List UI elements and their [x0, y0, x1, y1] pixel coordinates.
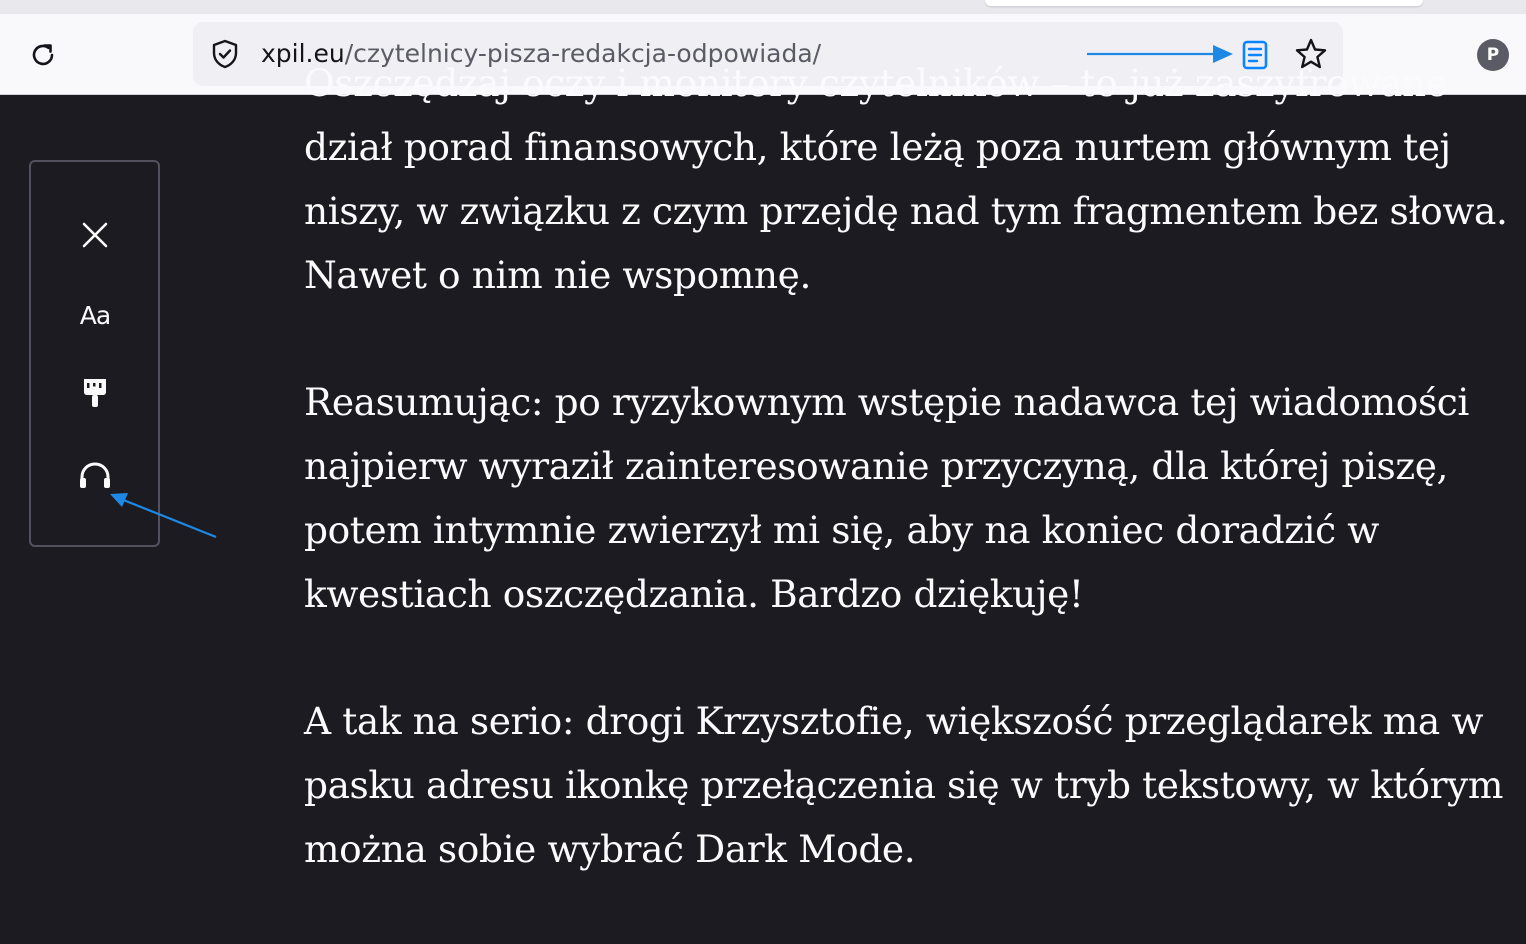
article-paragraph: Reasumując: po ryzykownym wstępie nadawca tej wiadomości najpierw wyraził zainteresowanie przyczyną, dla której piszę, potem intymnie zwierzył mi się, aby na koniec doradzić w kwestiach oszczędzania. Bardzo dziękuję! [304, 380, 1469, 616]
annotation-arrow-icon [106, 487, 221, 542]
reload-icon [27, 39, 59, 71]
selected-tab-edge[interactable] [985, 0, 1423, 6]
article-paragraph: A tak na serio: drogi Krzysztofie, większość przeglądarek ma w pasku adresu ikonkę przełączenia się w tryb tekstowy, w którym można sobie wybrać Dark Mode. [304, 699, 1504, 871]
url-domain: xpil.eu [261, 39, 345, 68]
headphones-icon [78, 460, 112, 490]
reload-button[interactable] [22, 34, 64, 76]
paintbrush-icon [80, 376, 110, 410]
theme-button[interactable] [64, 362, 126, 424]
type-controls-label: Aa [79, 300, 111, 330]
article-body [304, 51, 1519, 944]
close-icon [80, 220, 110, 250]
type-controls-button[interactable] [64, 284, 126, 346]
shield-icon[interactable] [209, 38, 241, 70]
article-paragraph: Oszczędzaj oczy i monitory czytelników – to już zaszyfrowane dział porad finansowych, które leżą poza nurtem głównym tej niszy, w związku z czym przejdę nad tym fragmentem bez słowa. Nawet o nim nie wspomnę. [304, 61, 1508, 297]
close-reader-button[interactable] [64, 204, 126, 266]
url-path: /czytelnicy-pisza-redakcja-odpowiada/ [344, 39, 822, 68]
profile-avatar[interactable]: P [1477, 39, 1509, 71]
reader-view-content [0, 61, 1526, 900]
